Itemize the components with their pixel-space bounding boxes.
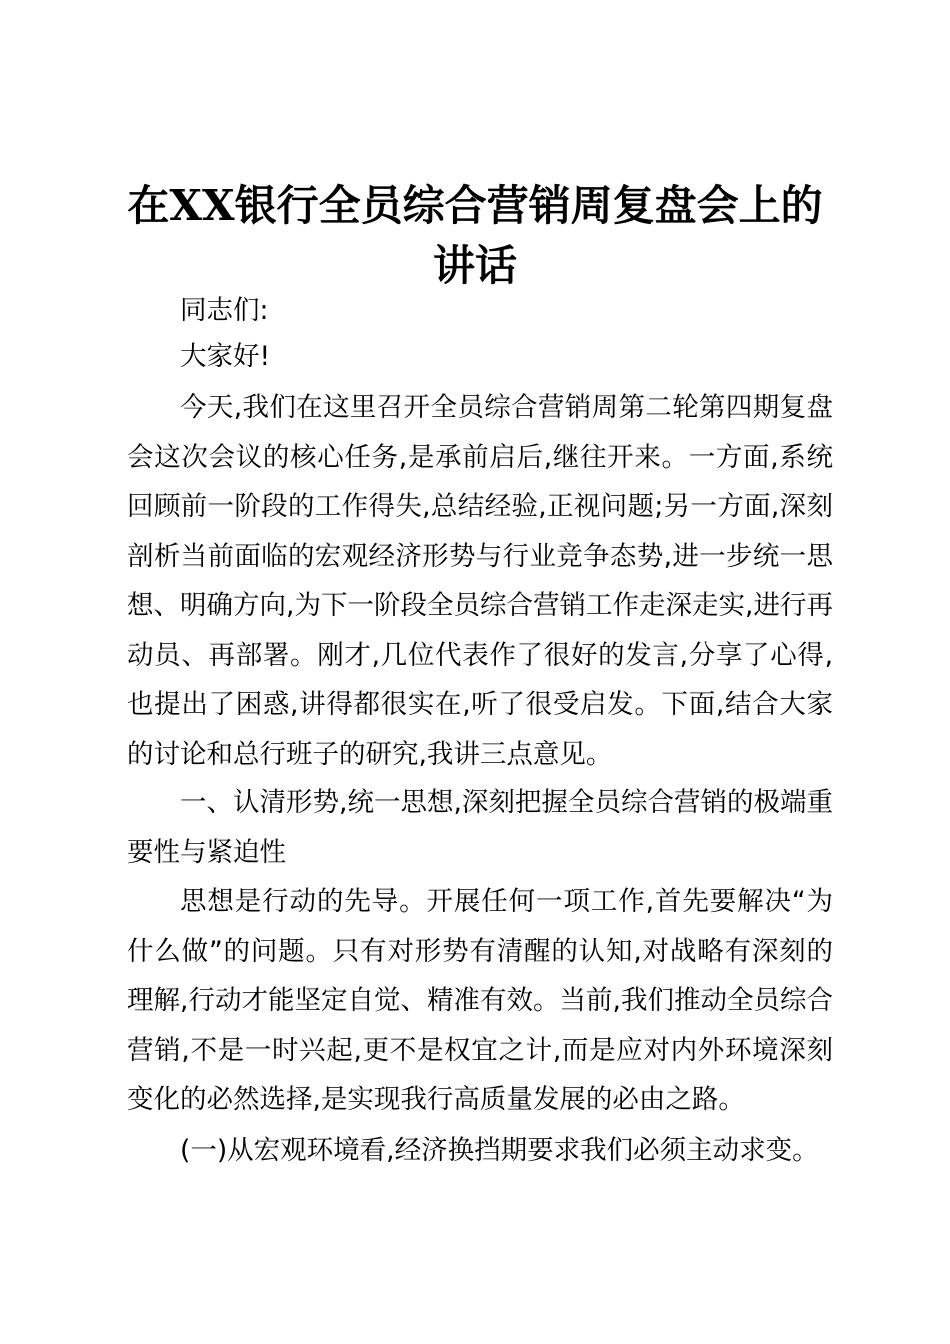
intro-paragraph: 今天,我们在这里召开全员综合营销周第二轮第四期复盘会这次会议的核心任务,是承前启后,继往开来。一方面,系统回顾前一阶段的工作得失,总结经验,正视问题;另一方面,深刻剖析当前面临的宏观经济形势与行业竞争态势,进一步统一思想、明确方向,为下一阶段全员综合营销工作走深走实,进行再动员、再部署。刚才,几位代表作了很好的发言,分享了心得,也提出了困惑,讲得都很实在,听了很受启发。下面,结合大家的讨论和总行班子的研究,我讲三点意见。 xyxy=(127,392,833,770)
document-title: 在XX银行全员综合营销周复盘会上的讲话 xyxy=(127,181,823,290)
section-heading-1: 一、认清形势,统一思想,深刻把握全员综合营销的极端重要性与紧迫性 xyxy=(127,787,833,868)
greeting: 大家好! xyxy=(180,341,271,372)
subsection-heading-1: (一)从宏观环境看,经济换挡期要求我们必须主动求变。 xyxy=(180,1135,819,1166)
salutation: 同志们: xyxy=(180,295,269,326)
body-paragraph-2: 思想是行动的先导。开展任何一项工作,首先要解决“为什么做”的问题。只有对形势有清醒的认知,对战略有深刻的理解,行动才能坚定自觉、精准有效。当前,我们推动全员综合营销,不是一时兴起,更不是权宜之计,而是应对内外环境深刻变化的必然选择,是实现我行高质量发展的必由之路。 xyxy=(127,886,833,1115)
